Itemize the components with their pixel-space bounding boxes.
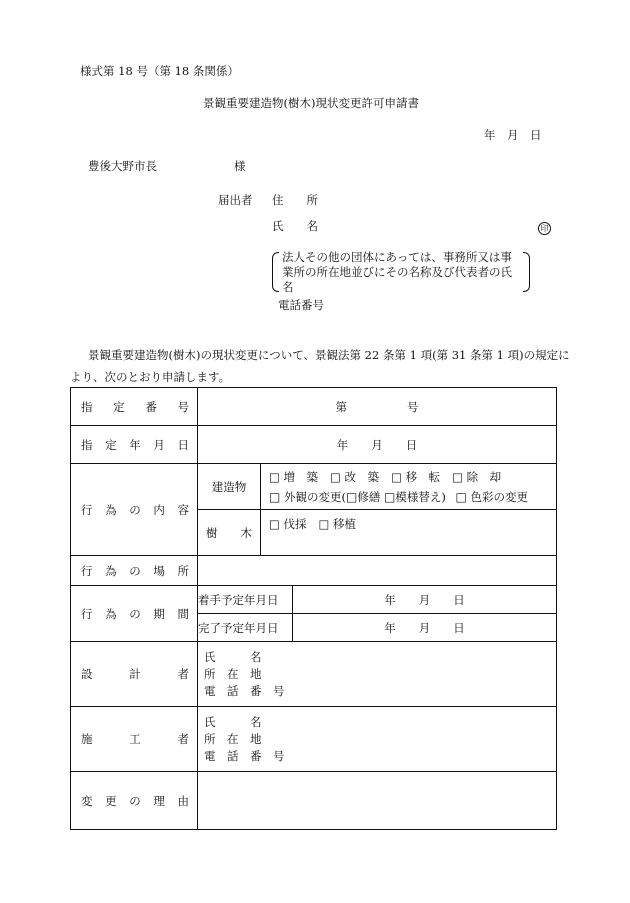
act-place-value[interactable] xyxy=(198,556,557,586)
building-label: 建造物 xyxy=(198,464,261,510)
application-table xyxy=(70,387,557,830)
phone-label: 電話番号 xyxy=(278,298,324,312)
act-content-label: 行 為 の 内 容 xyxy=(81,502,189,517)
start-date-value[interactable]: 年 月 日 xyxy=(293,586,557,614)
option-color-change[interactable]: □ 色彩の変更 xyxy=(455,489,528,504)
building-options xyxy=(261,464,557,510)
builder-label: 施 工 者 xyxy=(81,732,189,746)
address-label: 住 所 xyxy=(272,193,318,207)
designation-number-value[interactable]: 第 号 xyxy=(198,388,557,426)
row-designation-date xyxy=(71,426,557,464)
start-date-label: 着手予定年月日 xyxy=(198,586,293,614)
option-transplant[interactable]: □ 移植 xyxy=(318,517,357,531)
tree-label: 樹 木 xyxy=(198,510,261,556)
row-designer xyxy=(71,642,557,707)
option-relocation[interactable]: □ 移 転 xyxy=(391,469,441,484)
form-number: 様式第 18 号（第 18 条関係） xyxy=(80,64,239,78)
reason-value[interactable] xyxy=(198,772,557,830)
date-line: 年 月 日 xyxy=(484,128,542,142)
addressee-suffix: 様 xyxy=(234,159,246,173)
corp-note-bracket xyxy=(272,250,530,292)
designer-label: 設 計 者 xyxy=(81,667,189,681)
row-reason xyxy=(71,772,557,830)
body-text-line2: より、次のとおり申請します。 xyxy=(70,370,231,384)
corp-note: 法人その他の団体にあっては、事務所又は事業所の所在地並びにその名称及び代表者の氏名 xyxy=(282,250,512,294)
designation-date-value[interactable]: 年 月 日 xyxy=(198,426,557,464)
tree-options-row xyxy=(261,514,556,534)
option-felling[interactable]: □ 伐採 xyxy=(269,517,307,531)
end-date-value[interactable]: 年 月 日 xyxy=(293,614,557,642)
building-options-row1 xyxy=(261,467,556,487)
option-extension[interactable]: □ 増 築 xyxy=(269,469,319,484)
act-period-label: 行 為 の 期 間 xyxy=(81,606,189,621)
row-designation-number xyxy=(71,388,557,426)
option-exterior-change[interactable]: □ 外観の変更(□修繕 □模様替え) xyxy=(269,489,446,504)
addressee-name: 豊後大野市長 xyxy=(88,159,157,173)
building-options-row2 xyxy=(261,487,556,507)
row-builder xyxy=(71,707,557,772)
act-place-label: 行 為 の 場 所 xyxy=(81,563,189,578)
designer-fields[interactable]: 氏 名 所 在 地 電 話 番 号 xyxy=(198,642,557,707)
option-removal[interactable]: □ 除 却 xyxy=(452,469,502,484)
row-act-place xyxy=(71,556,557,586)
name-label: 氏 名 xyxy=(272,219,318,233)
row-act-content-building xyxy=(71,464,557,510)
designation-number-label: 指 定 番 号 xyxy=(81,399,189,414)
tree-options xyxy=(261,510,557,556)
end-date-label: 完了予定年月日 xyxy=(198,614,293,642)
builder-fields[interactable]: 氏 名 所 在 地 電 話 番 号 xyxy=(198,707,557,772)
body-text-line1: 景観重要建造物(樹木)の現状変更について、景観法第 22 条第 1 項(第 31 条第 1 項)の規定に xyxy=(88,348,570,362)
reason-label: 変 更 の 理 由 xyxy=(81,793,189,808)
option-rebuild[interactable]: □ 改 築 xyxy=(330,469,380,484)
row-act-period-start xyxy=(71,586,557,614)
applicant-label: 届出者 xyxy=(218,193,253,207)
page-title: 景観重要建造物(樹木)現状変更許可申請書 xyxy=(203,96,419,110)
seal-mark: 印 xyxy=(538,222,551,235)
designation-date-label: 指 定 年 月 日 xyxy=(81,437,189,452)
